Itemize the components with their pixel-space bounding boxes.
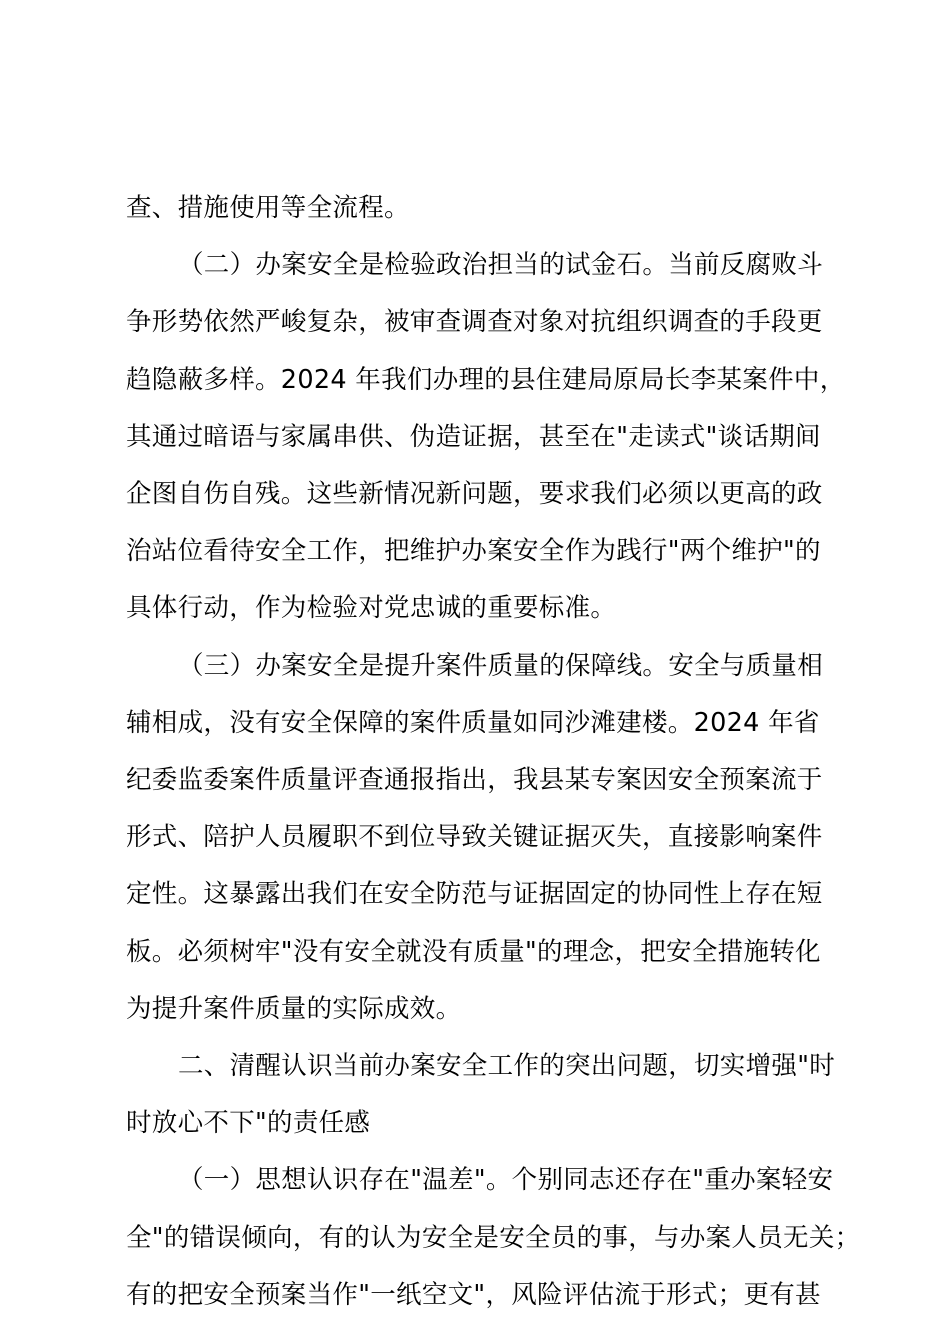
- body-line-2: （二）办案安全是检验政治担当的试金石。当前反腐败斗: [178, 250, 824, 281]
- body-line-12: 形式、陪护人员履职不到位导致关键证据灭失，直接影响案件: [126, 822, 823, 853]
- section-heading-line-2: 时放心不下"的责任感: [126, 1108, 371, 1139]
- body-line-1: 查、措施使用等全流程。: [126, 193, 410, 223]
- body-line-10: 辅相成，没有安全保障的案件质量如同沙滩建楼。2024 年省: [126, 707, 820, 738]
- body-line-17: 全"的错误倾向，有的认为安全是安全员的事，与办案人员无关；: [126, 1222, 861, 1253]
- body-line-14: 板。必须树牢"没有安全就没有质量"的理念，把安全措施转化: [126, 936, 821, 967]
- body-line-6: 企图自伤自残。这些新情况新问题，要求我们必须以更高的政: [126, 479, 823, 510]
- body-line-8: 具体行动，作为检验对党忠诚的重要标准。: [126, 593, 617, 624]
- body-line-4: 趋隐蔽多样。2024 年我们办理的县住建局原局长李某案件中，: [126, 364, 846, 395]
- body-line-13: 定性。这暴露出我们在安全防范与证据固定的协同性上存在短: [126, 879, 823, 910]
- body-line-15: 为提升案件质量的实际成效。: [126, 993, 462, 1024]
- body-line-5: 其通过暗语与家属串供、伪造证据，甚至在"走读式"谈话期间: [126, 421, 821, 452]
- body-line-18: 有的把安全预案当作"一纸空文"，风险评估流于形式；更有甚: [126, 1279, 821, 1310]
- body-line-9: （三）办案安全是提升案件质量的保障线。安全与质量相: [178, 650, 824, 681]
- body-line-7: 治站位看待安全工作，把维护办案安全作为践行"两个维护"的: [126, 536, 821, 567]
- body-line-16: （一）思想认识存在"温差"。个别同志还存在"重办案轻安: [178, 1165, 834, 1196]
- document-body: [126, 180, 861, 1324]
- body-line-11: 纪委监委案件质量评查通报指出，我县某专案因安全预案流于: [126, 765, 823, 796]
- body-line-3: 争形势依然严峻复杂，被审查调查对象对抗组织调查的手段更: [126, 307, 823, 338]
- section-heading-line-1: 二、清醒认识当前办案安全工作的突出问题，切实增强"时: [178, 1051, 836, 1082]
